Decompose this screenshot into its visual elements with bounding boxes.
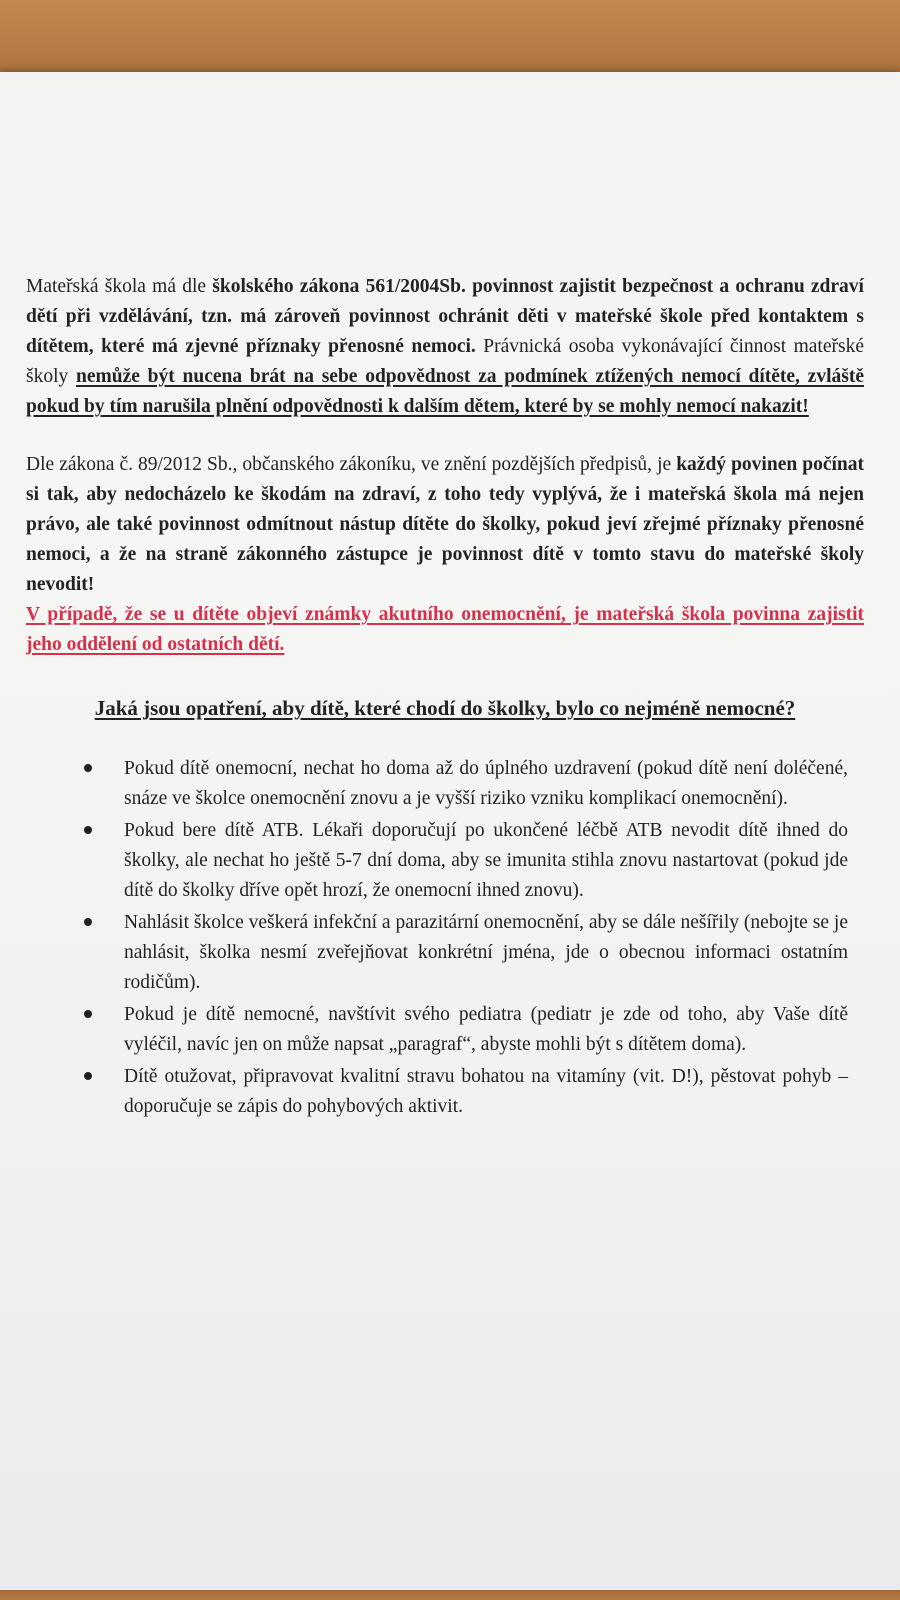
bullet-icon	[84, 1010, 92, 1018]
list-item-text: Pokud bere dítě ATB. Lékaři doporučují po ukončené léčbě ATB nevodit dítě ihned do školky, ale nechat ho ještě 5-7 dní doma, aby se imunita stihla znovu nastartovat (pokud jde dítě do školky dříve opět hrozí, že onemocní ihned znovu).	[124, 820, 848, 901]
paragraph-preschool-duty	[26, 272, 864, 422]
paragraph1-intro: Mateřská škola má dle	[26, 276, 213, 297]
bullet-icon	[84, 826, 92, 834]
list-item	[26, 816, 864, 906]
measures-list	[26, 754, 864, 1122]
bullet-icon	[84, 918, 92, 926]
list-item-text: Dítě otužovat, připravovat kvalitní stravu bohatou na vitamíny (vit. D!), pěstovat pohyb – doporučuje se zápis do pohybových aktivit.	[124, 1066, 848, 1117]
paragraph-civil-code	[26, 450, 864, 660]
list-item	[26, 754, 864, 814]
section-heading: Jaká jsou opatření, aby dítě, které chodí do školky, bylo co nejméně nemocné?	[94, 696, 796, 720]
paragraph2-red-notice: V případě, že se u dítěte objeví známky akutního onemocnění, je mateřská škola povinna zajistit jeho oddělení od ostatních dětí.	[26, 604, 864, 655]
list-item-text: Nahlásit školce veškerá infekční a parazitární onemocnění, aby se dále nešířily (nebojte se je nahlásit, školka nesmí zveřejňovat konkrétní jména, jde o obecnou informaci ostatním rodičům).	[124, 912, 848, 993]
bullet-icon	[84, 764, 92, 772]
list-item	[26, 1000, 864, 1060]
paragraph2-intro: Dle zákona č. 89/2012 Sb., občanského zákoníku, ve znění pozdějších předpisů, je	[26, 454, 677, 475]
paragraph1-legal-entity: Právnická osoba vykonávající činnost mateřské školy	[26, 336, 864, 387]
paragraph1-law-text: školského zákona 561/2004Sb. povinnost zajistit bezpečnost a ochranu zdraví dětí při vzdělávání, tzn. má zároveň povinnost ochránit děti v mateřské škole před kontaktem s dítětem, které má zjevné příznaky přenosné nemoci.	[26, 276, 864, 357]
spacer	[26, 422, 864, 450]
desk-background-top	[0, 0, 900, 80]
list-item	[26, 1062, 864, 1122]
paragraph1-underlined-warning: nemůže být nucena brát na sebe odpovědnost za podmínek ztížených nemocí dítěte, zvláště pokud by tím narušila plnění odpovědnosti k dalším dětem, které by se mohly nemocí nakazit!	[26, 366, 864, 417]
list-item-text: Pokud je dítě nemocné, navštívit svého pediatra (pediatr je zde od toho, aby Vaše dítě vyléčil, navíc jen on může napsat „paragraf“, abyste mohli být s dítětem doma).	[124, 1004, 848, 1055]
list-item-text: Pokud dítě onemocní, nechat ho doma až do úplného uzdravení (pokud dítě není doléčené, snáze ve školce onemocnění znovu a je vyšší riziko vzniku komplikací onemocnění).	[124, 758, 848, 809]
list-item	[26, 908, 864, 998]
bullet-icon	[84, 1072, 92, 1080]
document-body	[26, 272, 864, 1124]
paragraph2-duty-text: každý povinen počínat si tak, aby nedocházelo ke škodám na zdraví, z toho tedy vyplývá, že i mateřská škola má nejen právo, ale také povinnost odmítnout nástup dítěte do školky, pokud jeví zřejmé příznaky přenosné nemoci, a že na straně zákonného zástupce je povinnost dítě v tomto stavu do mateřské školy nevodit!	[26, 454, 864, 595]
